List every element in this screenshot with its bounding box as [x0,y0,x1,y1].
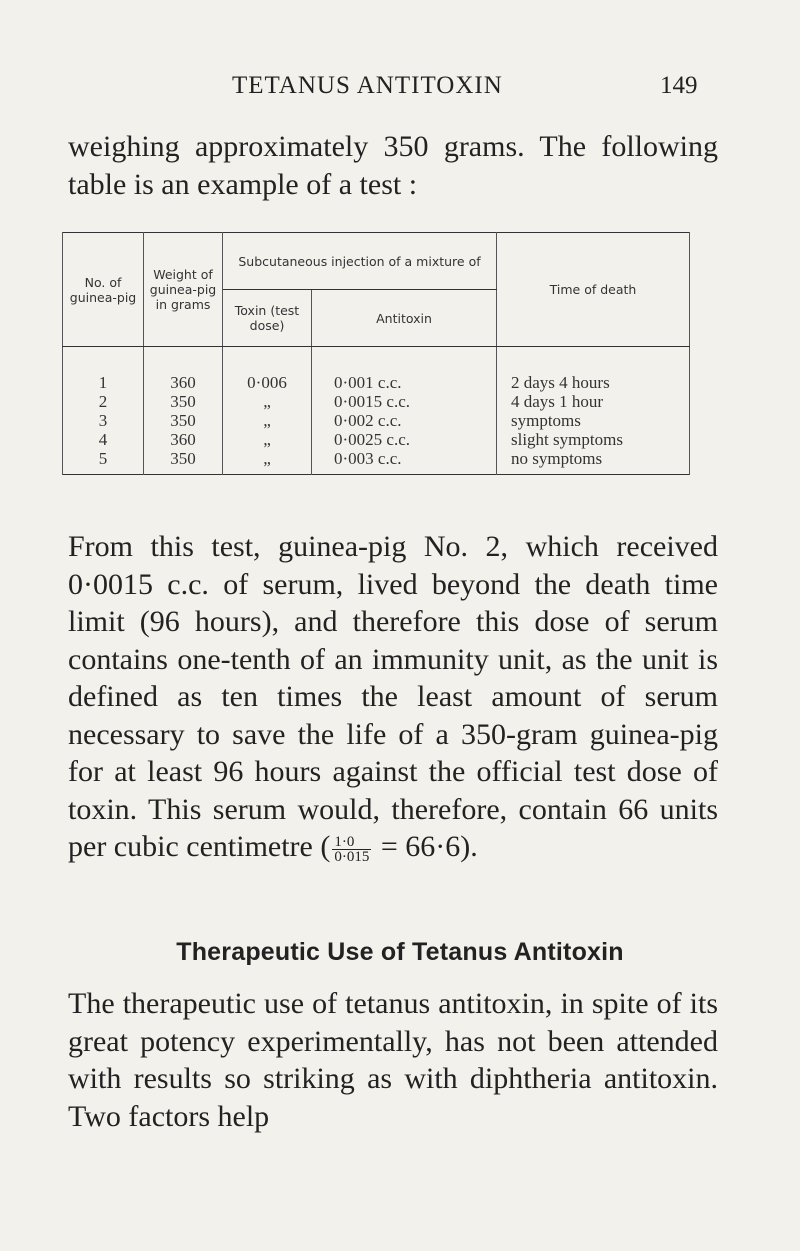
closing-paragraph: The therapeutic use of tetanus antitoxin, in spite of its great potency experimentally, has not been attended with results so striking as with diphtheria antitoxin. Two factors help [68,987,718,1133]
fraction-numerator: 1·0 [332,835,371,850]
fraction-denominator: 0·015 [334,848,370,865]
cell-toxin: „ [223,449,312,475]
cell-weight: 360 [144,347,223,393]
header-injection-group: Subcutaneous injection of a mixture of [223,233,497,290]
cell-no: 3 [63,411,144,430]
cell-no: 1 [63,347,144,393]
cell-weight: 360 [144,430,223,449]
test-table-container [62,232,690,475]
cell-no: 4 [63,430,144,449]
table-row [63,347,690,393]
table-row [63,430,690,449]
cell-time: 4 days 1 hour [497,392,690,411]
table-row [63,449,690,475]
cell-antitoxin: 0·0015 c.c. [312,392,497,411]
cell-weight: 350 [144,449,223,475]
cell-antitoxin: 0·0025 c.c. [312,430,497,449]
cell-no: 5 [63,449,144,475]
cell-toxin: 0·006 [223,347,312,393]
header-weight: Weight of guinea-pig in grams [144,233,223,347]
cell-weight: 350 [144,411,223,430]
page-number: 149 [660,72,698,99]
intro-paragraph: weighing approximately 350 grams. The following table is an example of a test : [68,130,718,201]
cell-weight: 350 [144,392,223,411]
cell-toxin: „ [223,430,312,449]
fraction [332,835,371,864]
cell-antitoxin: 0·003 c.c. [312,449,497,475]
cell-antitoxin: 0·002 c.c. [312,411,497,430]
cell-antitoxin: 0·001 c.c. [312,347,497,393]
test-table [62,232,690,475]
header-time-of-death: Time of death [497,233,690,347]
cell-time: no symptoms [497,449,690,475]
header-toxin: Toxin (test dose) [223,290,312,347]
running-head [0,72,800,112]
main-text-after-fraction: = 66·6). [373,830,478,863]
main-text-before-fraction: From this test, guinea-pig No. 2, which received 0·0015 c.c. of serum, lived beyond the death time limit (96 hours), and therefore this dose of serum contains one-tenth of an immunity unit, as the unit is defined as ten times the least amount of serum necessary to save the life of a 350-gram guinea-pig for at least 96 hours against the official test dose of toxin. This serum would, therefore, contain 66 units per cubic centimetre ( [68,530,718,863]
header-antitoxin: Antitoxin [312,290,497,347]
section-heading: Therapeutic Use of Tetanus Antitoxin [176,938,624,966]
main-paragraph [68,528,718,866]
running-title: TETANUS ANTITOXIN [232,72,503,99]
table-row [63,392,690,411]
cell-toxin: „ [223,411,312,430]
cell-time: 2 days 4 hours [497,347,690,393]
table-row [63,411,690,430]
cell-toxin: „ [223,392,312,411]
cell-no: 2 [63,392,144,411]
cell-time: slight symptoms [497,430,690,449]
header-no: No. of guinea-pig [63,233,144,347]
cell-time: symptoms [497,411,690,430]
